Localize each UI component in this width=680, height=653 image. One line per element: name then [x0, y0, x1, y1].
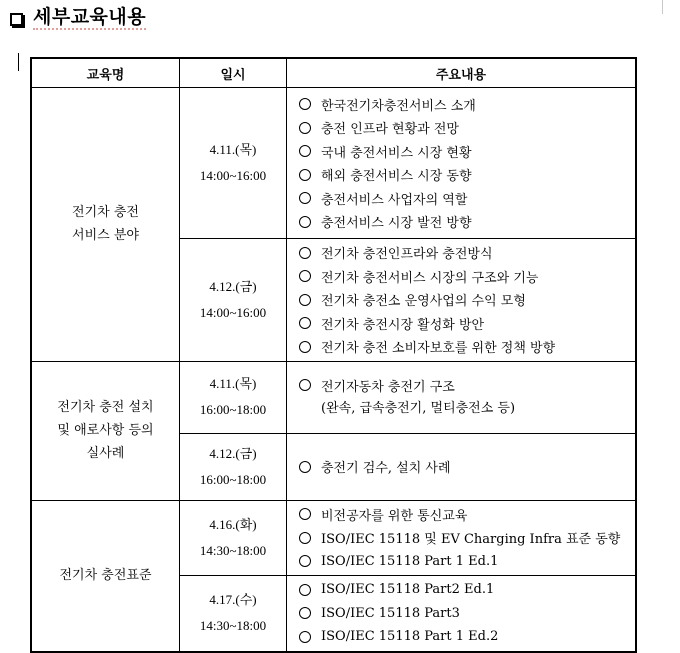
list-item-text: 전기차 충전인프라와 충전방식 [321, 247, 493, 263]
table-row [31, 361, 636, 433]
session-date-cell [180, 88, 287, 239]
list-item-text: 충전기 검수, 설치 사례 [321, 461, 451, 476]
circle-bullet-icon [299, 631, 311, 643]
list-item-text: ISO/IEC 15118 Part2 Ed.1 [321, 582, 495, 598]
education-table [30, 57, 637, 653]
course-name-cell [31, 88, 180, 362]
list-item [299, 578, 635, 602]
list-item [299, 93, 635, 117]
circle-bullet-icon [299, 98, 311, 110]
circle-bullet-icon [299, 379, 311, 391]
checkbox-bullet-icon [10, 13, 23, 26]
section-heading [10, 6, 146, 30]
header-content: 주요내용 [287, 58, 637, 88]
list-item [299, 602, 635, 626]
session-time: 14:00~16:00 [199, 304, 267, 320]
list-item-text: ISO/IEC 15118 Part3 [321, 605, 460, 621]
course-name-line: 전기차 충전 [72, 205, 139, 221]
list-item-text: 충전서비스 시장 발전 방향 [321, 216, 472, 232]
header-date: 일시 [180, 58, 287, 88]
list-item [299, 374, 635, 398]
list-item [299, 550, 635, 574]
session-content-cell [287, 239, 637, 362]
page-corner-mark [662, 0, 677, 14]
circle-bullet-icon [299, 216, 311, 228]
text-cursor [18, 53, 19, 71]
circle-bullet-icon [299, 192, 311, 204]
circle-bullet-icon [299, 317, 311, 329]
circle-bullet-icon [299, 532, 311, 544]
table-header-row [31, 58, 636, 88]
session-content-cell [287, 433, 637, 500]
course-name-line: 서비스 분야 [72, 228, 139, 244]
course-name-line: 전기차 충전표준 [59, 568, 152, 583]
list-item-text: 국내 충전서비스 시장 현황 [321, 145, 472, 161]
list-item [299, 312, 635, 336]
circle-bullet-icon [299, 341, 311, 353]
list-item [299, 503, 635, 527]
table-row [31, 88, 636, 239]
session-date-cell [180, 361, 287, 433]
list-item [299, 210, 635, 234]
circle-bullet-icon [299, 169, 311, 181]
list-item-text: ISO/IEC 15118 Part 1 Ed.2 [321, 629, 499, 645]
session-time: 16:00~18:00 [199, 402, 267, 417]
session-time: 14:30~18:00 [199, 618, 267, 634]
table-body [31, 88, 636, 652]
list-item [299, 163, 635, 187]
session-time: 14:30~18:00 [199, 542, 267, 558]
session-date: 4.17.(수) [209, 592, 257, 608]
list-item [299, 288, 635, 312]
session-date-cell [180, 433, 287, 500]
table-row [31, 500, 636, 576]
session-date: 4.11.(목) [209, 142, 257, 157]
list-item-text: 전기자동차 충전기 구조 [321, 379, 455, 395]
circle-bullet-icon [299, 508, 311, 520]
list-item-text: 전기차 충전서비스 시장의 구조와 기능 [321, 270, 539, 286]
session-content-cell [287, 361, 637, 433]
session-date-cell [180, 576, 287, 652]
list-item [299, 241, 635, 265]
list-item [299, 526, 635, 550]
list-item [299, 140, 635, 164]
circle-bullet-icon [299, 461, 311, 473]
circle-bullet-icon [299, 607, 311, 619]
list-item-text: 한국전기차충전서비스 소개 [321, 98, 476, 114]
session-date-cell [180, 500, 287, 576]
circle-bullet-icon [299, 584, 311, 596]
session-time: 16:00~18:00 [199, 471, 267, 487]
circle-bullet-icon [299, 294, 311, 306]
list-item-text: 전기차 충전소 운영사업의 수익 모형 [321, 294, 526, 310]
circle-bullet-icon [299, 247, 311, 259]
circle-bullet-icon [299, 145, 311, 157]
session-time: 14:00~16:00 [199, 168, 267, 183]
session-content-cell [287, 500, 637, 576]
session-content-cell [287, 88, 637, 239]
list-item [299, 116, 635, 140]
list-item-text: ISO/IEC 15118 Part 1 Ed.1 [321, 553, 499, 569]
list-item-continuation: (완속, 급속충전기, 멀티충전소 등) [321, 401, 516, 416]
list-item-text: 충전서비스 사업자의 역할 [321, 192, 468, 208]
list-item [299, 625, 635, 649]
circle-bullet-icon [299, 122, 311, 134]
header-course: 교육명 [31, 58, 180, 88]
course-name-line: 및 애로사항 등의 [57, 423, 154, 438]
session-content-cell [287, 576, 637, 652]
list-item-text: 전기차 충전 소비자보호를 위한 정책 방향 [321, 341, 556, 357]
course-name-line: 실사례 [86, 446, 125, 461]
list-item-text: 비전공자를 위한 통신교육 [321, 508, 468, 524]
course-name-line: 전기차 충전 설치 [57, 400, 154, 415]
session-date: 4.16.(화) [209, 516, 257, 532]
session-date: 4.12.(금) [209, 445, 257, 461]
course-name-cell [31, 500, 180, 652]
list-item [299, 187, 635, 211]
session-date-cell [180, 239, 287, 362]
list-item [299, 335, 635, 359]
course-name-cell [31, 361, 180, 500]
list-item-text: 해외 충전서비스 시장 동향 [321, 169, 472, 185]
heading-title: 세부교육내용 [33, 6, 147, 28]
list-item-text: 전기차 충전시장 활성화 방안 [321, 317, 485, 333]
session-date: 4.12.(금) [209, 278, 257, 294]
session-date: 4.11.(목) [209, 376, 257, 391]
circle-bullet-icon [299, 555, 311, 567]
list-item [299, 455, 635, 479]
circle-bullet-icon [299, 270, 311, 282]
list-item [299, 265, 635, 289]
list-item-text: 충전 인프라 현황과 전망 [321, 122, 459, 138]
list-item-text: ISO/IEC 15118 및 EV Charging Infra 표준 동향 [321, 532, 621, 548]
